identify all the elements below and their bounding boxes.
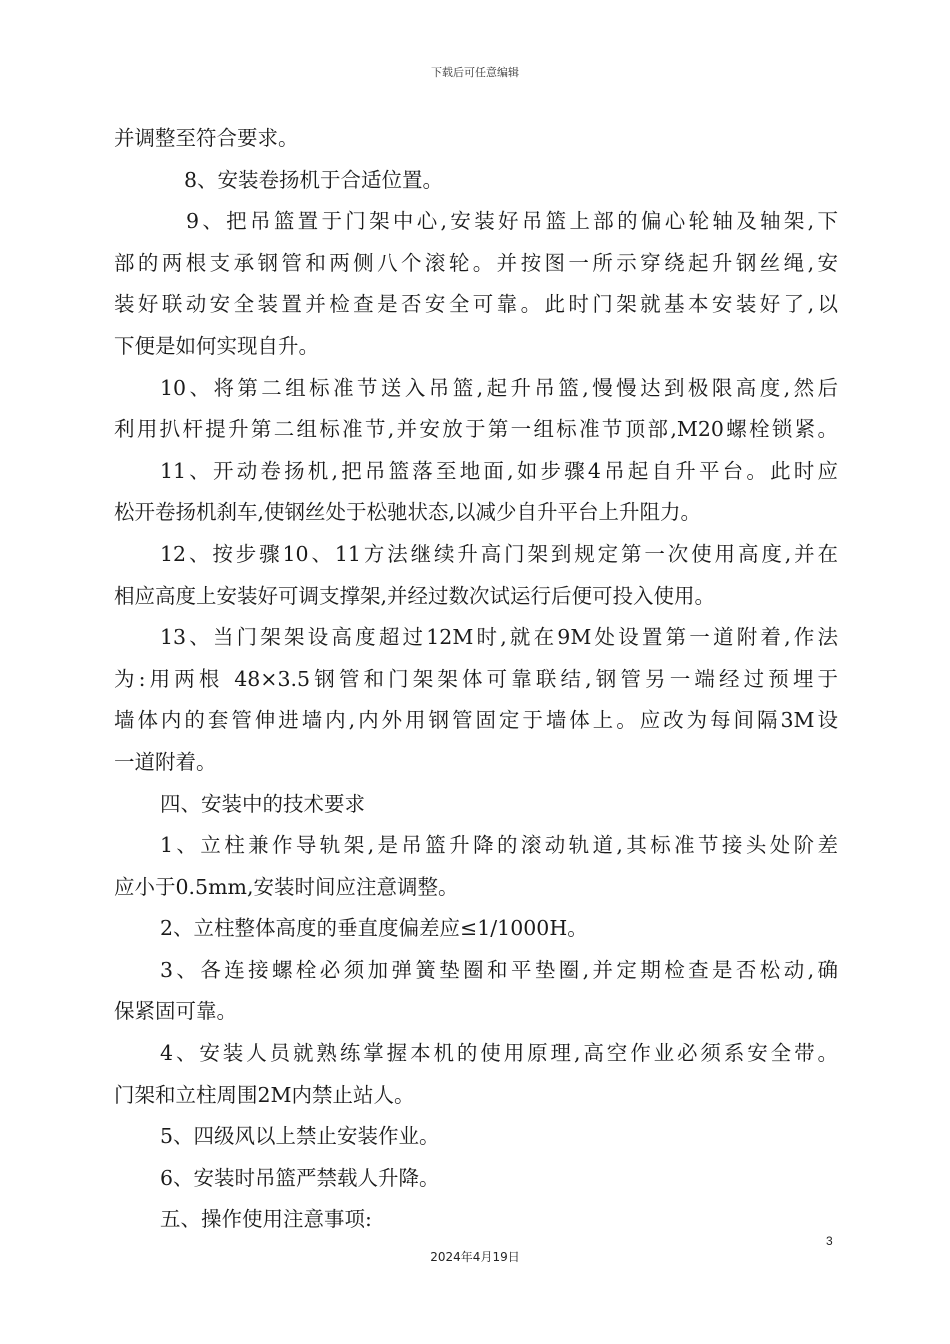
text-line: 装好联动安全装置并检查是否安全可靠。此时门架就基本安装好了,以 [114, 292, 838, 317]
text-line: 1、立柱兼作导轨架,是吊篮升降的滚动轨道,其标准节接头处阶差 [160, 833, 838, 858]
text-line: 13、当门架架设高度超过12M时,就在9M处设置第一道附着,作法 [160, 625, 838, 650]
text-line: 为:用两根 48×3.5钢管和门架架体可靠联结,钢管另一端经过预埋于 [114, 666, 838, 691]
text-line: 松开卷扬机刹车,使钢丝处于松驰状态,以减少自升平台上升阻力。 [114, 500, 702, 525]
page-header: 下载后可任意编辑 [431, 66, 519, 79]
text-line: 利用扒杆提升第二组标准节,并安放于第一组标准节顶部,M20螺栓锁紧。 [114, 417, 838, 442]
text-line: 11、开动卷扬机,把吊篮落至地面,如步骤4吊起自升平台。此时应 [160, 458, 838, 483]
page-number: 3 [826, 1234, 833, 1248]
text-line: 8、安装卷扬机于合适位置。 [184, 167, 444, 192]
text-line: 五、操作使用注意事项: [160, 1207, 372, 1232]
text-line: 5、四级风以上禁止安装作业。 [160, 1124, 440, 1149]
text-line: 3、各连接螺栓必须加弹簧垫圈和平垫圈,并定期检查是否松动,确 [160, 957, 838, 982]
text-line: 四、安装中的技术要求 [160, 791, 365, 816]
text-line: 门架和立柱周围2M内禁止站人。 [114, 1082, 415, 1107]
page-footer-date: 2024年4月19日 [430, 1250, 520, 1264]
text-line: 2、立柱整体高度的垂直度偏差应≤1/1000H。 [160, 916, 588, 941]
text-line: 10、将第二组标准节送入吊篮,起升吊篮,慢慢达到极限高度,然后 [160, 375, 838, 400]
text-line: 相应高度上安装好可调支撑架,并经过数次试运行后便可投入使用。 [114, 583, 716, 608]
document-body [114, 118, 838, 1241]
text-line: 9、把吊篮置于门架中心,安装好吊篮上部的偏心轮轴及轴架,下 [186, 209, 838, 234]
text-line: 12、按步骤10、11方法继续升高门架到规定第一次使用高度,并在 [160, 541, 838, 566]
text-line: 6、安装时吊篮严禁载人升降。 [160, 1165, 440, 1190]
text-line: 墙体内的套管伸进墙内,内外用钢管固定于墙体上。应改为每间隔3M设 [114, 708, 838, 733]
text-line: 下便是如何实现自升。 [114, 333, 319, 358]
text-line: 应小于0.5mm,安装时间应注意调整。 [114, 874, 459, 899]
text-line: 保紧固可靠。 [114, 999, 237, 1024]
text-line: 并调整至符合要求。 [114, 126, 299, 150]
text-line: 部的两根支承钢管和两侧八个滚轮。并按图一所示穿绕起升钢丝绳,安 [114, 250, 838, 275]
text-line: 一道附着。 [114, 749, 217, 774]
text-line: 4、安装人员就熟练掌握本机的使用原理,高空作业必须系安全带。 [160, 1041, 838, 1066]
